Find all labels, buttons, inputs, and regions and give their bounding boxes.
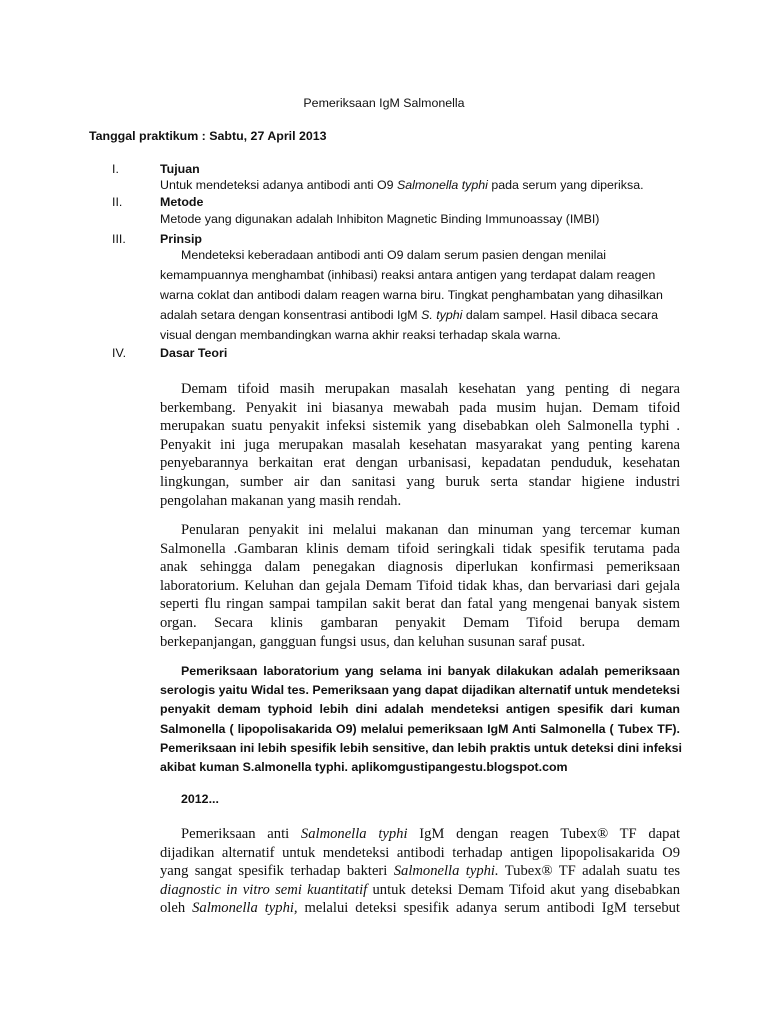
year-note: 2012... bbox=[181, 792, 219, 806]
paragraph-tubex: Pemeriksaan anti Salmonella typhi IgM dengan reagen Tubex® TF dapat dijadikan alternatif untuk mendeteksi antibodi terhadap antigen lipopolisakarida O9 yang sangat spesifik terhadap bakteri Salmonella typhi. Tubex® TF adalah suatu tes diagnostic in vitro semi kuantitatif untuk deteksi Demam Tifoid akut yang disebabkan oleh Salmonella typhi, melalui deteksi spesifik adanya serum antibodi IgM tersebut bbox=[160, 826, 681, 917]
section-heading-prinsip: Prinsip bbox=[160, 232, 202, 246]
prinsip-line: visual dengan membandingkan warna akhir reaksi terhadap skala warna. bbox=[160, 328, 561, 342]
section-heading-tujuan: Tujuan bbox=[160, 162, 200, 176]
prinsip-line: Mendeteksi keberadaan antibodi anti O9 dalam serum pasien dengan menilai bbox=[181, 248, 606, 262]
section-heading-dasar-teori: Dasar Teori bbox=[160, 346, 228, 360]
paragraph-demam-tifoid: Demam tifoid masih merupakan masalah kesehatan yang penting di negara berkembang. Penyakit ini biasanya mewabah pada musim hujan. Demam tifoid merupakan suatu penyakit infeksi sistemik yang disebabkan oleh Salmonella typhi . Penyakit ini juga merupakan masalah kesehatan masyarakat yang penting karena penyebarannya berkaitan erat dengan urbanisasi, kepadatan penduduk, kesehatan lingkungan, sumber air dan sanitasi yang buruk serta standar higiene industri pengolahan makanan yang masih rendah. bbox=[160, 381, 680, 509]
prinsip-line: kemampuannya menghambat (inhibasi) reaksi antara antigen yang terdapat dalam reagen bbox=[160, 268, 656, 282]
prinsip-line: warna coklat dan antibodi dalam reagen warna biru. Tingkat penghambatan yang dihasilkan bbox=[160, 288, 663, 302]
prinsip-line: adalah setara dengan konsentrasi antibodi IgM S. typhi dalam sampel. Hasil dibaca secara bbox=[160, 308, 658, 322]
tujuan-text: Untuk mendeteksi adanya antibodi anti O9 Salmonella typhi pada serum yang diperiksa. bbox=[160, 178, 644, 192]
section-heading-metode: Metode bbox=[160, 195, 204, 209]
document-title: Pemeriksaan IgM Salmonella bbox=[303, 96, 465, 110]
paragraph-penularan: Penularan penyakit ini melalui makanan dan minuman yang tercemar kuman Salmonella .Gambaran klinis demam tifoid seringkali tidak spesifik terutama pada anak sehingga dalam penegakan diagnosis diperlukan konfirmasi pemeriksaan laboratorium. Keluhan dan gejala Demam Tifoid tidak khas, dan bervariasi dari gejala seperti flu ringan sampai tampilan sakit berat dan fatal yang mengenai banyak sistem organ. Secara klinis gambaran penyakit Demam Tifoid berupa demam berkepanjangan, gangguan fungsi usus, dan keluhan susunan saraf pusat. bbox=[160, 522, 680, 650]
metode-text: Metode yang digunakan adalah Inhibiton Magnetic Binding Immunoassay (IMBI) bbox=[160, 212, 600, 226]
paragraph-pemeriksaan-laboratorium: Pemeriksaan laboratorium yang selama ini banyak dilakukan adalah pemeriksaan serologis yaitu Widal tes. Pemeriksaan yang dapat dijadikan alternatif untuk mendeteksi penyakit demam typhoid lebih dini adalah mendeteksi antigen spesifik dari kuman Salmonella ( lipopolisakarida O9) melalui pemeriksaan IgM Anti Salmonella ( Tubex TF). Pemeriksaan ini lebih spesifik lebih sensitive, dan lebih praktis untuk deteksi dini infeksi akibat kuman S.almonella typhi. aplikomgustipangestu.blogspot.com bbox=[160, 664, 682, 774]
section-number-3: III. bbox=[112, 232, 126, 246]
section-number-2: II. bbox=[112, 195, 123, 209]
practicum-date: Tanggal praktikum : Sabtu, 27 April 2013 bbox=[89, 129, 327, 143]
section-number-1: I. bbox=[112, 162, 119, 176]
section-number-4: IV. bbox=[112, 346, 127, 360]
